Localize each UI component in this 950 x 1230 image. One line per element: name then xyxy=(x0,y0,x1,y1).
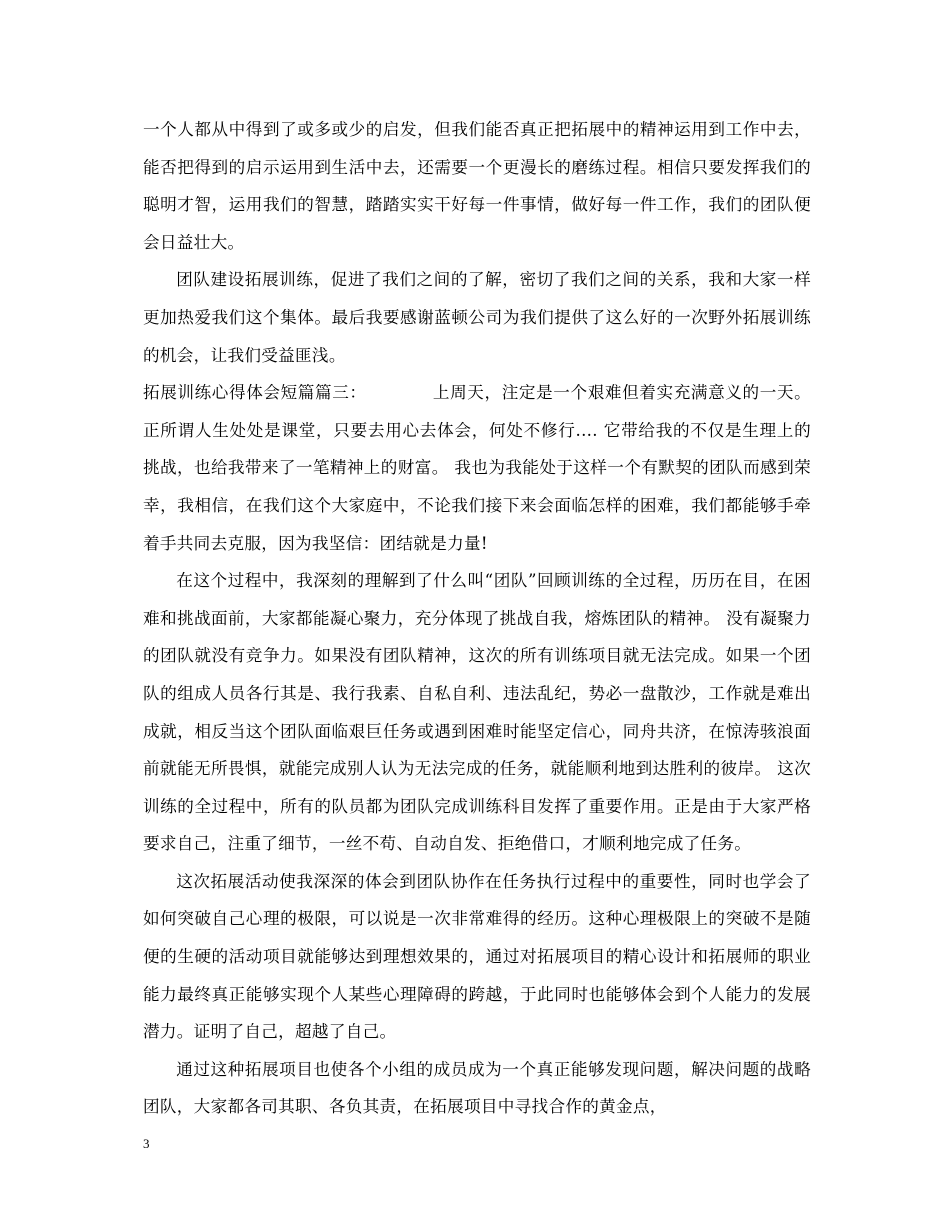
document-body xyxy=(143,111,811,1126)
paragraph-team-building: 团队建设拓展训练，促进了我们之间的了解，密切了我们之间的关系，我和大家一样更加热爱我们这个集体。最后我要感谢蓝顿公司为我们提供了这么好的一次野外拓展训练的机会，让我们受益匪浅。 xyxy=(143,270,811,365)
paragraph-section-three xyxy=(143,374,811,562)
section-three-text: 上周天，注定是一个艰难但着实充满意义的一天。正所谓人生处处是课堂，只要去用心去体会，何处不修行.... 它带给我的不仅是生理上的挑战，也给我带来了一笔精神上的财富。 我也为我能处于这样一个有默契的团队而感到荣幸，我相信，在我们这个大家庭中，不论我们接下来会面临怎样的困难，我们都能够手牵着手共同去克服，因为我坚信：团结就是力量! xyxy=(143,383,811,553)
page-number: 3 xyxy=(143,1136,150,1151)
paragraph-continuation: 一个人都从中得到了或多或少的启发，但我们能否真正把拓展中的精神运用到工作中去，能否把得到的启示运用到生活中去，还需要一个更漫长的磨练过程。相信只要发挥我们的聪明才智，运用我们的智慧，踏踏实实干好每一件事情，做好每一件工作，我们的团队便会日益壮大。 xyxy=(143,120,811,252)
paragraph-strategic-team: 通过这种拓展项目也使各个小组的成员成为一个真正能够发现问题，解决问题的战略团队，大家都各司其职、各负其责，在拓展项目中寻找合作的黄金点， xyxy=(143,1059,811,1117)
paragraph-team-process: 在这个过程中，我深刻的理解到了什么叫“团队”回顾训练的全过程，历历在目，在困难和挑战面前，大家都能凝心聚力，充分体现了挑战自我，熔炼团队的精神。 没有凝聚力的团队就没有竞争力。如果没有团队精神，这次的所有训练项目就无法完成。如果一个团队的组成人员各行其是、我行我素、自私自利、违法乱纪，势必一盘散沙，工作就是难出成就，相反当这个团队面临艰巨任务或遇到困难时能坚定信心，同舟共济，在惊涛骇浪面前就能无所畏惧，就能完成别人认为无法完成的任务，就能顺利地到达胜利的彼岸。 这次训练的全过程中，所有的队员都为团队完成训练科目发挥了重要作用。正是由于大家严格要求自己，注重了细节，一丝不苟、自动自发、拒绝借口，才顺利地完成了任务。 xyxy=(143,571,811,854)
paragraph-activity-reflection: 这次拓展活动使我深深的体会到团队协作在任务执行过程中的重要性，同时也学会了如何突破自己心理的极限，可以说是一次非常难得的经历。这种心理极限上的突破不是随便的生硬的活动项目就能够达到理想效果的，通过对拓展项目的精心设计和拓展师的职业能力最终真正能够实现个人某些心理障碍的跨越，于此同时也能够体会到个人能力的发展潜力。证明了自己，超越了自己。 xyxy=(143,871,811,1042)
section-heading: 拓展训练心得体会短篇篇三： xyxy=(143,383,367,403)
